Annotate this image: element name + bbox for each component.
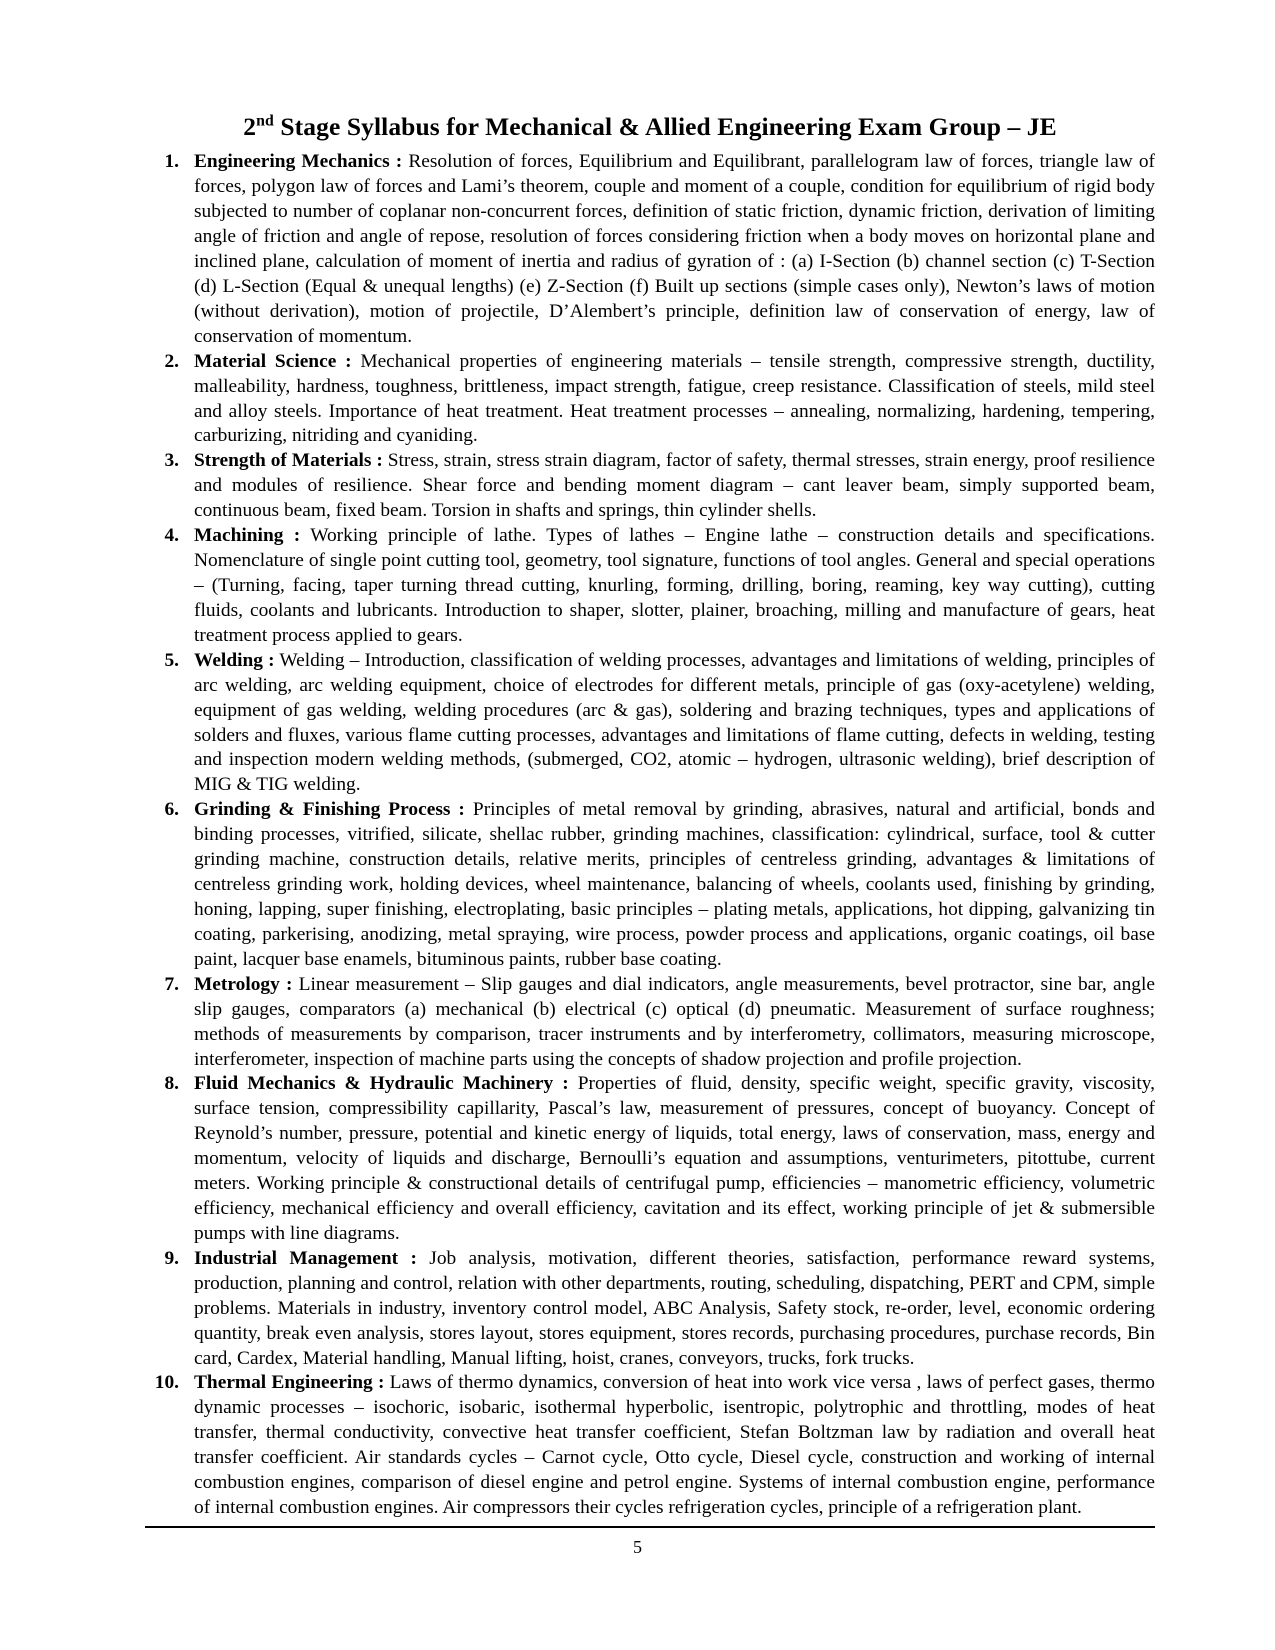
syllabus-item-number: 5. [164,649,179,671]
page-title-ordinal-suffix: nd [256,112,274,130]
syllabus-item-number: 6. [164,799,179,821]
syllabus-item-topic: Grinding & Finishing Process : [194,799,465,821]
syllabus-item-text: Job analysis, motivation, different theories, satisfaction, performance reward systems, production, planning and control, relation with other departments, routing, scheduling, dispatching, PERT and CPM, simple problems. Materials in industry, inventory control model, ABC Analysis, Safety stock, re-order, level, economic ordering quantity, break even analysis, stores layout, stores equipment, stores records, purchasing procedures, purchase records, Bin card, Cardex, Material handling, Manual lifting, hoist, cranes, conveyors, trucks, fork trucks. [194,1247,1155,1369]
syllabus-item-text: Stress, strain, stress strain diagram, factor of safety, thermal stresses, strain energy, proof resilience and modules of resilience. Shear force and bending moment diagram – cant leaver beam, simply supported beam, continuous beam, fixed beam. Torsion in shafts and springs, thin cylinder shells. [194,450,1155,522]
syllabus-item-text: Laws of thermo dynamics, conversion of heat into work vice versa , laws of perfect gases, thermo dynamic processes – isochoric, isobaric, isothermal hyperbolic, isentropic, polytrophic and throttling, modes of heat transfer, thermal conductivity, convective heat transfer coefficient, Stefan Boltzman law by radiation and overall heat transfer coefficient. Air standards cycles – Carnot cycle, Otto cycle, Diesel cycle, construction and working of internal combustion engines, comparison of diesel engine and petrol engine. Systems of internal combustion engine, performance of internal combustion engines. Air compressors their cycles refrigeration cycles, principle of a refrigeration plant. [194,1372,1155,1519]
syllabus-item-number: 10. [154,1372,179,1394]
syllabus-item [145,524,1155,649]
syllabus-item [145,1072,1155,1246]
page-title-prefix: 2 [243,112,257,141]
syllabus-item-topic: Industrial Management : [194,1247,417,1269]
syllabus-item-topic: Fluid Mechanics & Hydraulic Machinery : [194,1073,569,1095]
syllabus-item [145,1247,1155,1372]
page-number: 5 [633,1537,642,1557]
syllabus-item-text: Mechanical properties of engineering materials – tensile strength, compressive strength, ductility, malleability, hardness, toughness, brittleness, impact strength, fatigue, creep resistance. Classification of steels, mild steel and alloy steels. Importance of heat treatment. Heat treatment processes – annealing, normalizing, hardening, tempering, carburizing, nitriding and cyaniding. [194,350,1155,447]
syllabus-item-number: 4. [164,525,179,547]
footer-divider [145,1526,1155,1528]
syllabus-item-topic: Thermal Engineering : [194,1372,385,1394]
syllabus-item-topic: Engineering Mechanics : [194,151,403,173]
syllabus-item [145,150,1155,349]
syllabus-item [145,798,1155,972]
syllabus-item-text: Properties of fluid, density, specific weight, specific gravity, viscosity, surface tension, compressibility capillarity, Pascal’s law, measurement of pressures, concept of buoyancy. Concept of Reynold’s number, pressure, potential and kinetic energy of liquids, total energy, laws of conservation, mass, energy and momentum, velocity of liquids and discharge, Bernoulli’s equation and assumptions, venturimeters, pitottube, current meters. Working principle & constructional details of centrifugal pump, efficiencies – manometric efficiency, volumetric efficiency, mechanical efficiency and overall efficiency, cavitation and its effect, working principle of jet & submersible pumps with line diagrams. [194,1073,1155,1244]
syllabus-item [145,350,1155,450]
syllabus-item-number: 1. [164,151,179,173]
page-title [145,112,1155,141]
syllabus-item-number: 9. [164,1247,179,1269]
syllabus-item-number: 2. [164,350,179,372]
syllabus-item [145,973,1155,1073]
syllabus-item-topic: Welding : [194,649,275,671]
page-title-rest: Stage Syllabus for Mechanical & Allied Engineering Exam Group – JE [273,112,1057,141]
syllabus-item [145,449,1155,524]
syllabus-item-topic: Strength of Materials : [194,450,383,472]
syllabus-list [145,150,1155,1521]
syllabus-item-text: Welding – Introduction, classification of welding processes, advantages and limitations of welding, principles of arc welding, arc welding equipment, choice of electrodes for different metals, principle of gas (oxy-acetylene) welding, equipment of gas welding, welding procedures (arc & gas), soldering and brazing techniques, types and applications of solders and fluxes, various flame cutting processes, advantages and limitations of flame cutting, defects in welding, testing and inspection modern welding methods, (submerged, CO2, atomic – hydrogen, ultrasonic welding), brief description of MIG & TIG welding. [194,649,1155,796]
syllabus-item [145,1371,1155,1521]
syllabus-item-text: Linear measurement – Slip gauges and dial indicators, angle measurements, bevel protractor, sine bar, angle slip gauges, comparators (a) mechanical (b) electrical (c) optical (d) pneumatic. Measurement of surface roughness; methods of measurements by comparison, tracer instruments and by interferometry, collimators, measuring microscope, interferometer, inspection of machine parts using the concepts of shadow projection and profile projection. [194,973,1155,1070]
syllabus-item-topic: Material Science : [194,350,352,372]
syllabus-item [145,649,1155,799]
syllabus-item-number: 7. [164,973,179,995]
syllabus-item-number: 8. [164,1073,179,1095]
syllabus-item-number: 3. [164,450,179,472]
syllabus-item-topic: Machining : [194,525,301,547]
syllabus-item-text: Resolution of forces, Equilibrium and Equilibrant, parallelogram law of forces, triangle law of forces, polygon law of forces and Lami’s theorem, couple and moment of a couple, condition for equilibrium of rigid body subjected to number of coplanar non-concurrent forces, definition of static friction, dynamic friction, derivation of limiting angle of friction and angle of repose, resolution of forces considering friction when a body moves on horizontal plane and inclined plane, calculation of moment of inertia and radius of gyration of : (a) I-Section (b) channel section (c) T-Section (d) L-Section (Equal & unequal lengths) (e) Z-Section (f) Built up sections (simple cases only), Newton’s laws of motion (without derivation), motion of projectile, D’Alembert’s principle, definition law of conservation of energy, law of conservation of momentum. [194,151,1155,347]
syllabus-item-topic: Metrology : [194,973,293,995]
syllabus-item-text: Working principle of lathe. Types of lathes – Engine lathe – construction details and specifications. Nomenclature of single point cutting tool, geometry, tool signature, functions of tool angles. General and special operations – (Turning, facing, taper turning thread cutting, knurling, forming, drilling, boring, reaming, key way cutting), cutting fluids, coolants and lubricants. Introduction to shaper, slotter, plainer, broaching, milling and manufacture of gears, heat treatment process applied to gears. [194,525,1155,646]
syllabus-item-text: Principles of metal removal by grinding, abrasives, natural and artificial, bonds and binding processes, vitrified, silicate, shellac rubber, grinding machines, classification: cylindrical, surface, tool & cutter grinding machine, construction details, relative merits, principles of centreless grinding, advantages & limitations of centreless grinding work, holding devices, wheel maintenance, balancing of wheels, coolants used, finishing by grinding, honing, lapping, super finishing, electroplating, basic principles – plating metals, applications, hot dipping, galvanizing tin coating, parkerising, anodizing, metal spraying, wire process, powder process and applications, organic coatings, oil base paint, lacquer base enamels, bituminous paints, rubber base coating. [194,799,1155,970]
